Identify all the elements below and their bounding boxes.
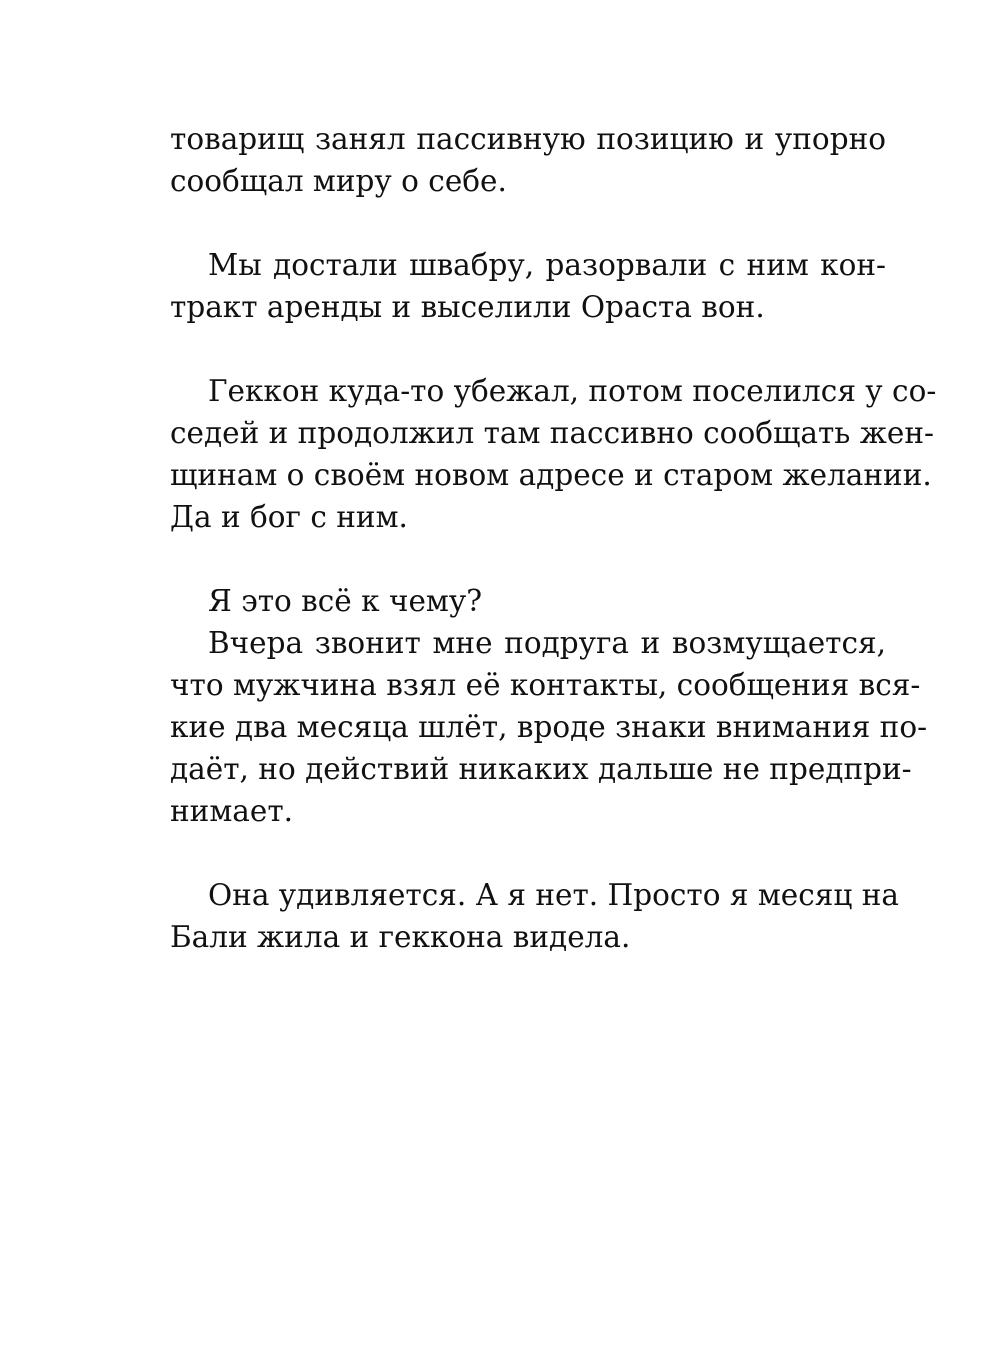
text-line: щинам о своём новом адресе и старом желании. [170, 458, 932, 492]
paragraph-gap [170, 328, 886, 370]
text-line: что мужчина взял её контакты, сообщения вся- [170, 668, 921, 702]
paragraph [170, 580, 886, 622]
page-text [170, 118, 937, 958]
text-line: тракт аренды и выселили Ораста вон. [170, 290, 765, 324]
text-line: Она удивляется. А я нет. Просто я месяц на [208, 878, 899, 912]
paragraph [170, 370, 937, 538]
text-line: седей и продолжил там пассивно сообщать жен- [170, 416, 934, 450]
text-line: Геккон куда-то убежал, потом поселился у со- [208, 374, 937, 408]
text-line: нимает. [170, 794, 294, 828]
paragraph [170, 118, 886, 202]
text-line: даёт, но действий никаких дальше не предпри- [170, 752, 912, 786]
paragraph [170, 622, 928, 832]
paragraph-gap [170, 832, 886, 874]
text-line: товарищ занял пассивную позицию и упорно [170, 122, 886, 156]
paragraph [170, 874, 899, 958]
paragraph [170, 244, 886, 328]
text-line: Да и бог с ним. [170, 500, 408, 534]
text-line: сообщал миру о себе. [170, 164, 507, 198]
text-line: Я это всё к чему? [208, 584, 483, 618]
text-line: Мы достали швабру, разорвали с ним кон- [208, 248, 886, 282]
text-line: Вчера звонит мне подруга и возмущается, [208, 626, 886, 660]
text-line: кие два месяца шлёт, вроде знаки внимания по- [170, 710, 928, 744]
paragraph-gap [170, 202, 886, 244]
text-line: Бали жила и геккона видела. [170, 920, 631, 954]
paragraph-gap [170, 538, 886, 580]
